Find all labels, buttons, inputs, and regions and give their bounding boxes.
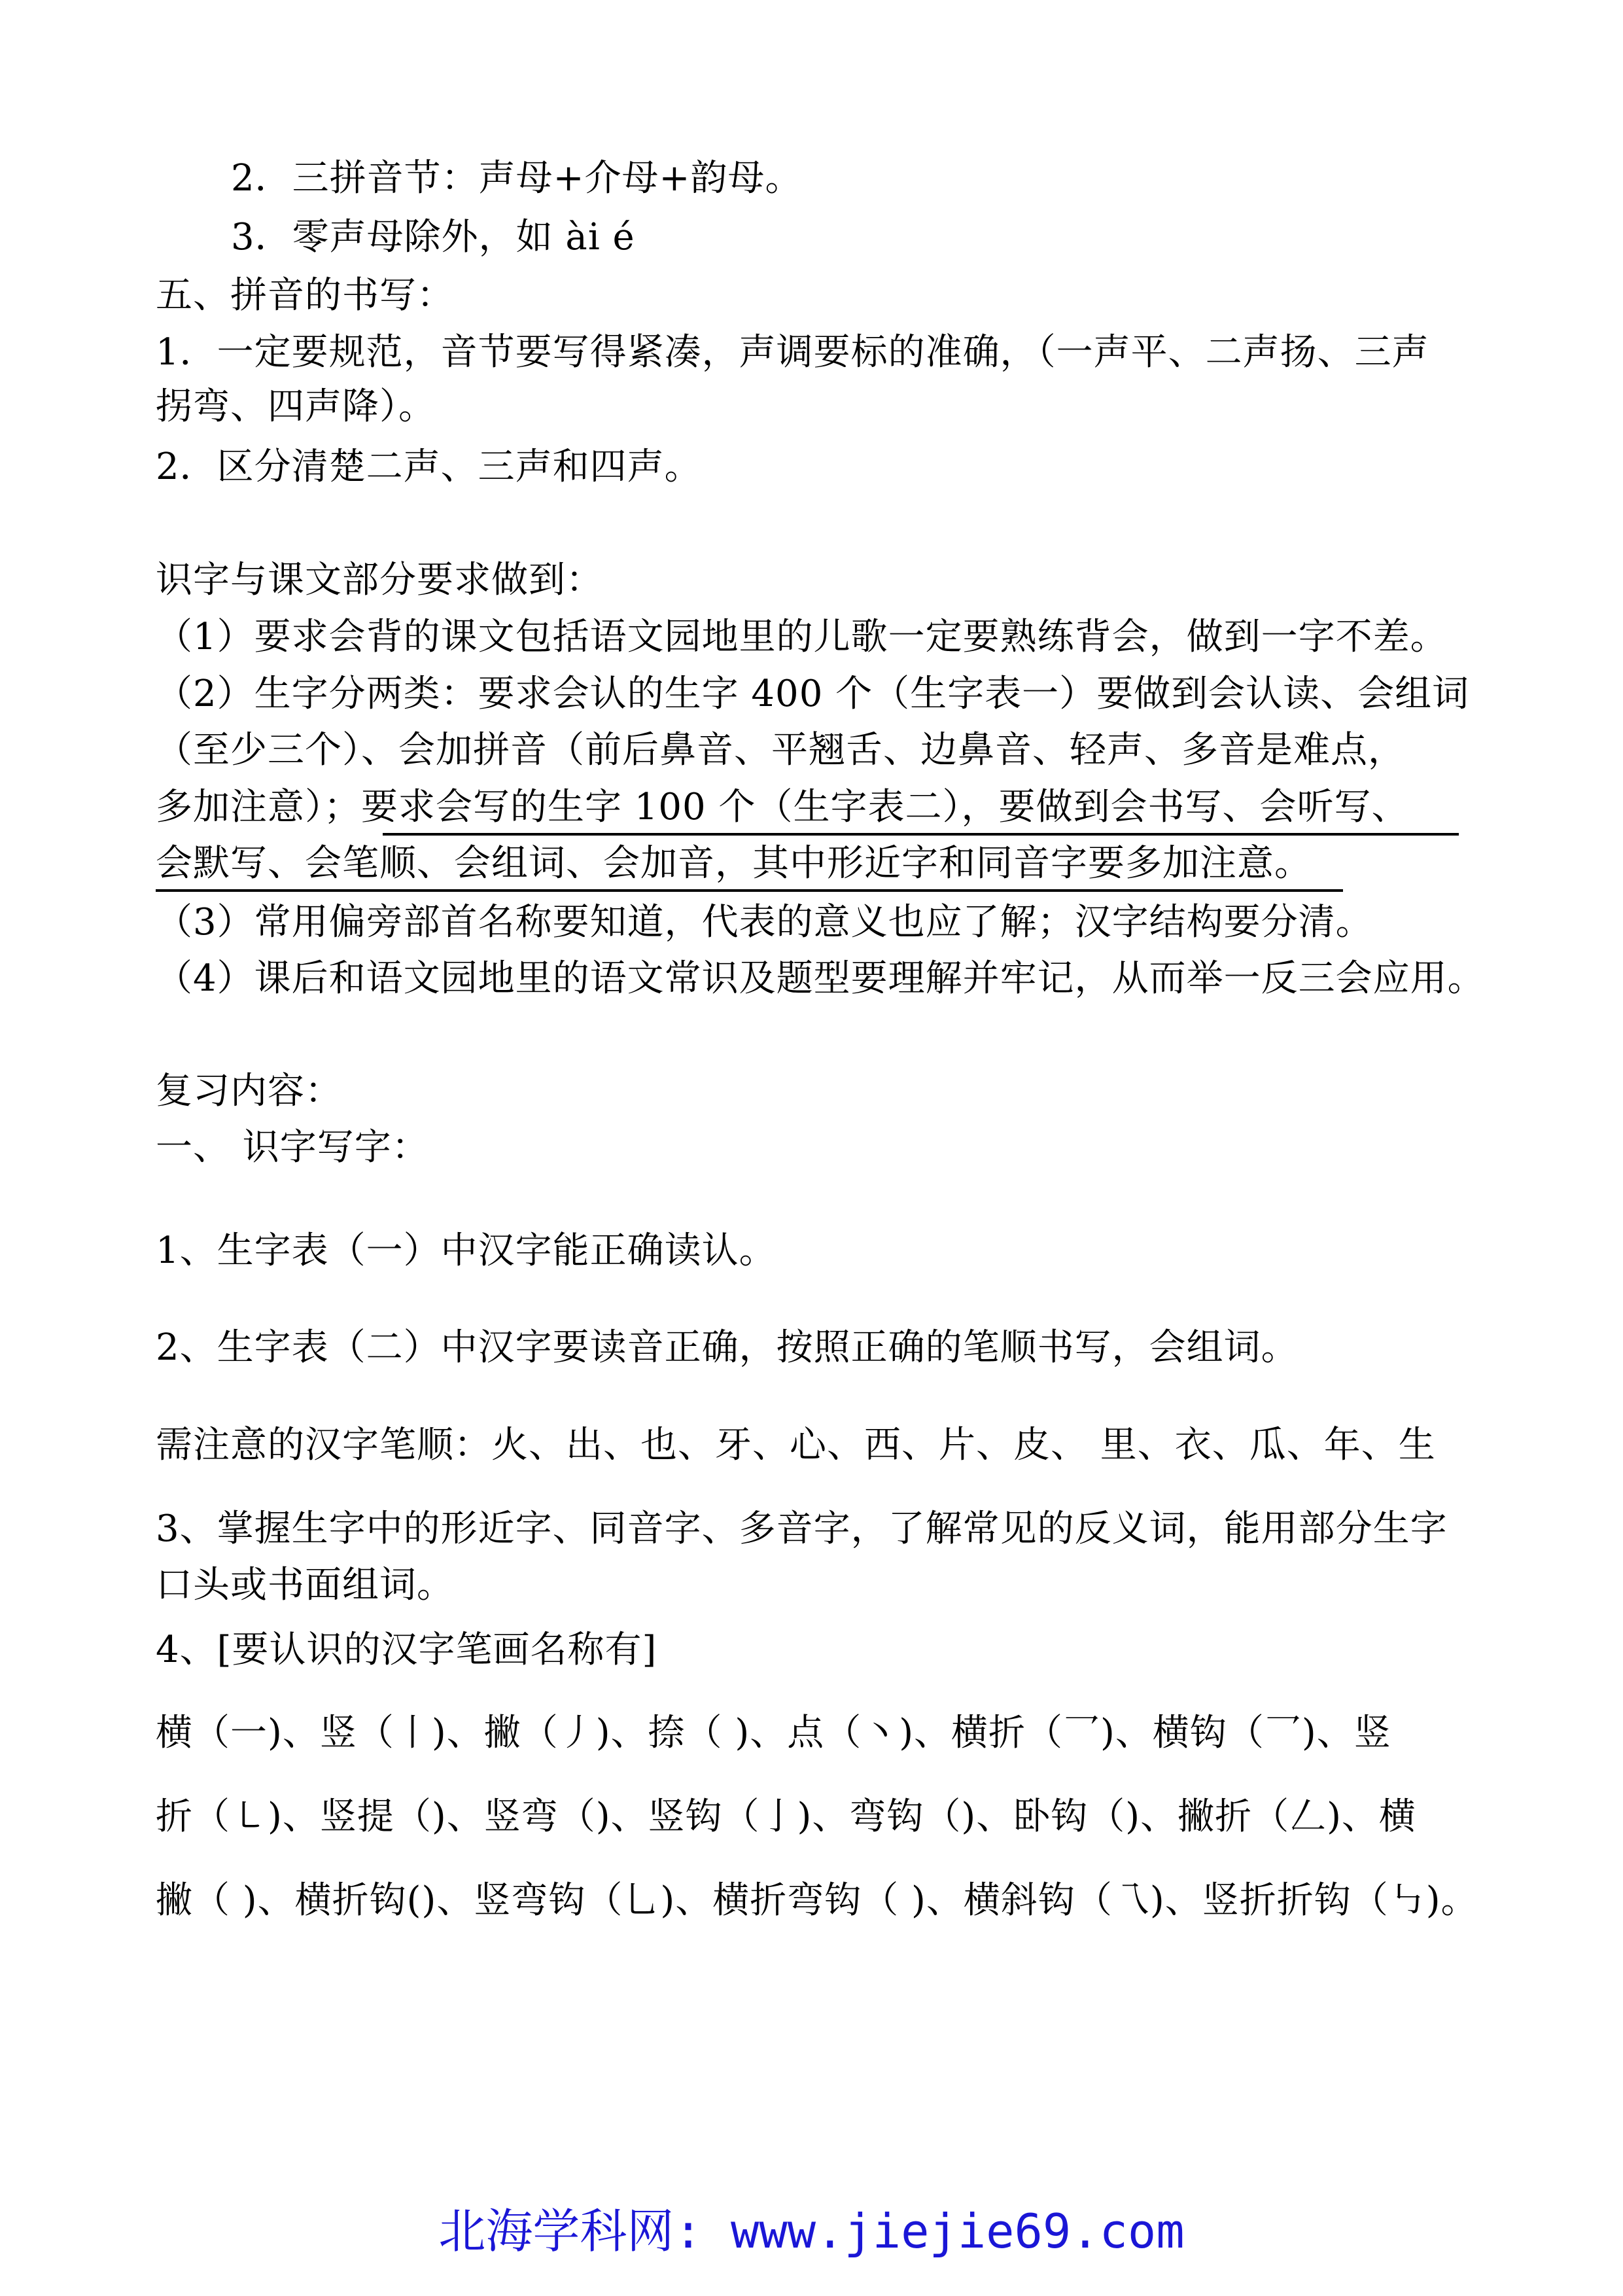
text-line: 4、[要认识的汉字笔画名称有]: [156, 1629, 657, 1671]
section-heading: 五、拼音的书写：: [156, 274, 454, 317]
text-line: （2）生字分两类：要求会认的生字 400 个（生字表一）要做到会认读、会组词: [156, 673, 1470, 715]
underline: [383, 833, 1459, 836]
text-line: （4）课后和语文园地里的语文常识及题型要理解并牢记，从而举一反三会应用。: [156, 957, 1485, 1000]
text-line: 需注意的汉字笔顺：火、出、也、牙、心、西、片、皮、 里、衣、瓜、年、生: [156, 1424, 1436, 1466]
text-line: 折（㇄)、竖提（)、竖弯（)、竖钩（亅)、弯钩（)、卧钩（)、撇折（𠃋)、横: [156, 1795, 1416, 1838]
text-line: 会默写、会笔顺、会组词、会加音，其中形近字和同音字要多加注意。: [156, 842, 1312, 885]
text-line: 1、生字表（一）中汉字能正确读认。: [156, 1229, 777, 1272]
text-line: 2、生字表（二）中汉字要读音正确，按照正确的笔顺书写，会组词。: [156, 1326, 1299, 1369]
text-line: 横（一)、竖（丨)、撇（丿)、捺（ )、点（丶)、横折（乛)、横钩（乛)、竖: [156, 1712, 1391, 1754]
text-line: 2．区分清楚二声、三声和四声。: [156, 446, 702, 488]
text-line: 口头或书面组词。: [156, 1564, 454, 1606]
text-line: （3）常用偏旁部首名称要知道，代表的意义也应了解；汉字结构要分清。: [156, 901, 1373, 944]
text-line: （至少三个）、会加拼音（前后鼻音、平翘舌、边鼻音、轻声、多音是难点，: [156, 729, 1405, 771]
text-line: 多加注意）；要求会写的生字 100 个（生字表二），要做到会书写、会听写、: [156, 786, 1409, 828]
text-line: 2．三拼音节：声母+介母+韵母。: [231, 157, 803, 200]
text-line: 1．一定要规范，音节要写得紧凑，声调要标的准确，（一声平、二声扬、三声: [156, 331, 1429, 374]
text-line: 3、掌握生字中的形近字、同音字、多音字，了解常见的反义词，能用部分生字: [156, 1508, 1448, 1550]
underline: [156, 889, 1343, 892]
text-line: 拐弯、四声降）。: [156, 385, 436, 428]
section-heading: 一、 识字写字：: [156, 1126, 429, 1169]
text-line: 撇（ )、横折钩()、竖弯钩（乚)、横折弯钩（ )、横斜钩（乁)、竖折折钩（㇉)。: [156, 1879, 1478, 1922]
section-heading: 识字与课文部分要求做到：: [156, 559, 603, 601]
text-line: 3．零声母除外，如 ài é: [231, 216, 635, 258]
footer-watermark: 北海学科网: www.jiejie69.com: [438, 2204, 1185, 2259]
section-heading: 复习内容：: [156, 1070, 342, 1112]
text-line: （1）要求会背的课文包括语文园地里的儿歌一定要熟练背会，做到一字不差。: [156, 616, 1448, 658]
